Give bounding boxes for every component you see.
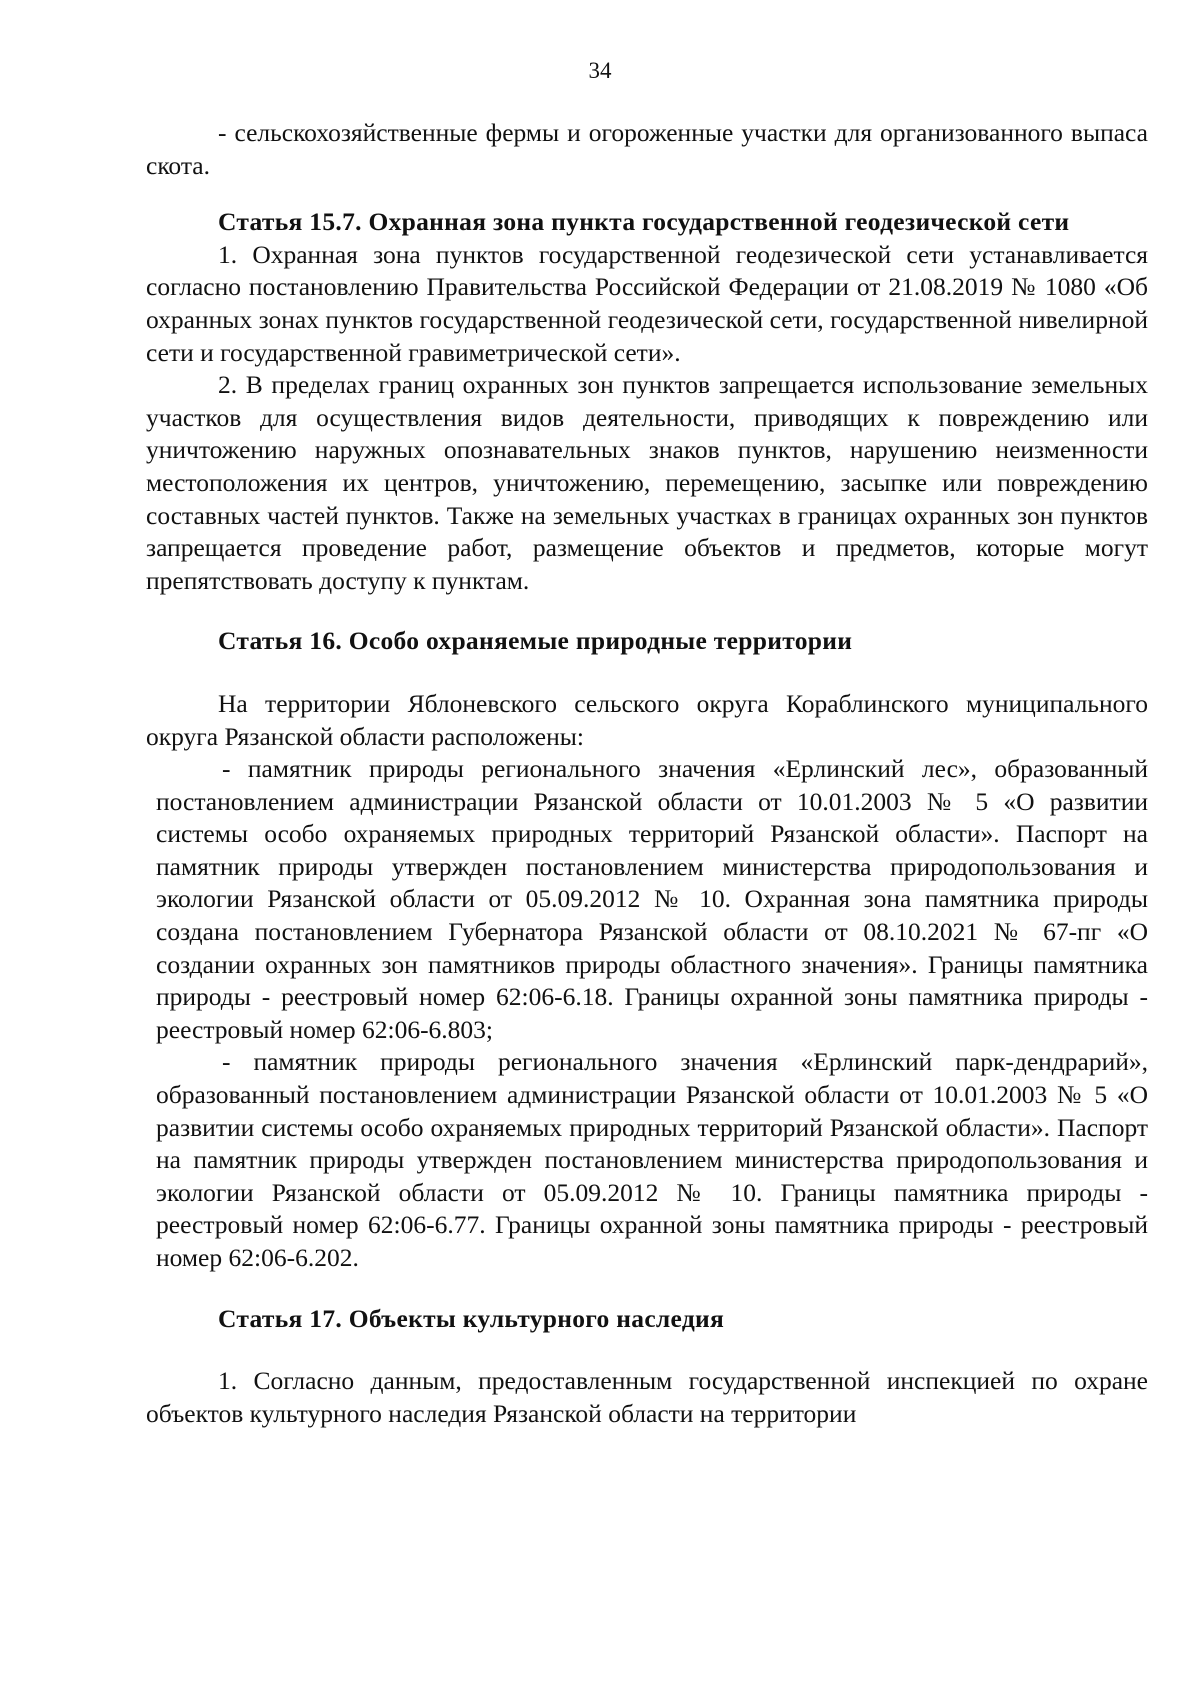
paragraph-15-7-item-2: 2. В пределах границ охранных зон пунктов запрещается использование земельных участков для осуществления видов деятельности, приводящих к повреждению или уничтожению наружных опознавательных знаков пунктов, нарушению неизменности местоположения их центров, уничтожению, перемещению, засыпке или повреждению составных частей пунктов. Также на земельных участках в границах охранных зон пунктов запрещается проведение работ, размещение объектов и предметов, которые могут препятствовать доступу к пунктам.	[146, 370, 1148, 595]
document-body	[146, 117, 1148, 1430]
paragraph-15-7-item-1: 1. Охранная зона пунктов государственной геодезической сети устанавливается согласно постановлению Правительства Российской Федерации от 21.08.2019 № 1080 «Об охранных зонах пунктов государственной геодезической сети, государственной нивелирной сети и государственной гравиметрической сети».	[146, 239, 1148, 367]
heading-article-17: Статья 17. Объекты культурного наследия	[218, 1303, 725, 1333]
paragraph-17-item-1: 1. Согласно данным, предоставленным государственной инспекцией по охране объектов культурного наследия Рязанской области на территории	[146, 1366, 1148, 1428]
page-number: 34	[588, 58, 612, 83]
list-item-erlinsky-park: - памятник природы регионального значения «Ерлинский парк-дендрарий», образованный постановлением администрации Рязанской области от 10.01.2003 № 5 «О развитии системы особо охраняемых природных территорий Рязанской области». Паспорт на памятник природы утвержден постановлением министерства природопользования и экологии Рязанской области от 05.09.2012 № 10. Границы памятника природы - реестровый номер 62:06-6.77. Границы охранной зоны памятника природы - реестровый номер 62:06-6.202.	[156, 1047, 1148, 1272]
heading-article-16: Статья 16. Особо охраняемые природные территории	[218, 626, 853, 656]
list-natural-monuments	[146, 753, 1148, 1275]
paragraph-16-intro: На территории Яблоневского сельского округа Кораблинского муниципального округа Рязанской области расположены:	[146, 688, 1148, 751]
heading-article-15-7: Статья 15.7. Охранная зона пункта государственной геодезической сети	[218, 207, 1070, 237]
paragraph-farms: - сельскохозяйственные фермы и огороженные участки для организованного выпаса скота.	[146, 118, 1148, 180]
list-item-erlinsky-forest: - памятник природы регионального значения «Ерлинский лес», образованный постановлением администрации Рязанской области от 10.01.2003 № 5 «О развитии системы особо охраняемых природных территорий Рязанской области». Паспорт на памятник природы утвержден постановлением министерства природопользования и экологии Рязанской области от 05.09.2012 № 10. Охранная зона памятника природы создана постановлением Губернатора Рязанской области от 08.10.2021 № 67-пг «О создании охранных зон памятников природы областного значения». Границы памятника природы - реестровый номер 62:06-6.18. Границы охранной зоны памятника природы - реестровый номер 62:06-6.803;	[156, 754, 1148, 1044]
